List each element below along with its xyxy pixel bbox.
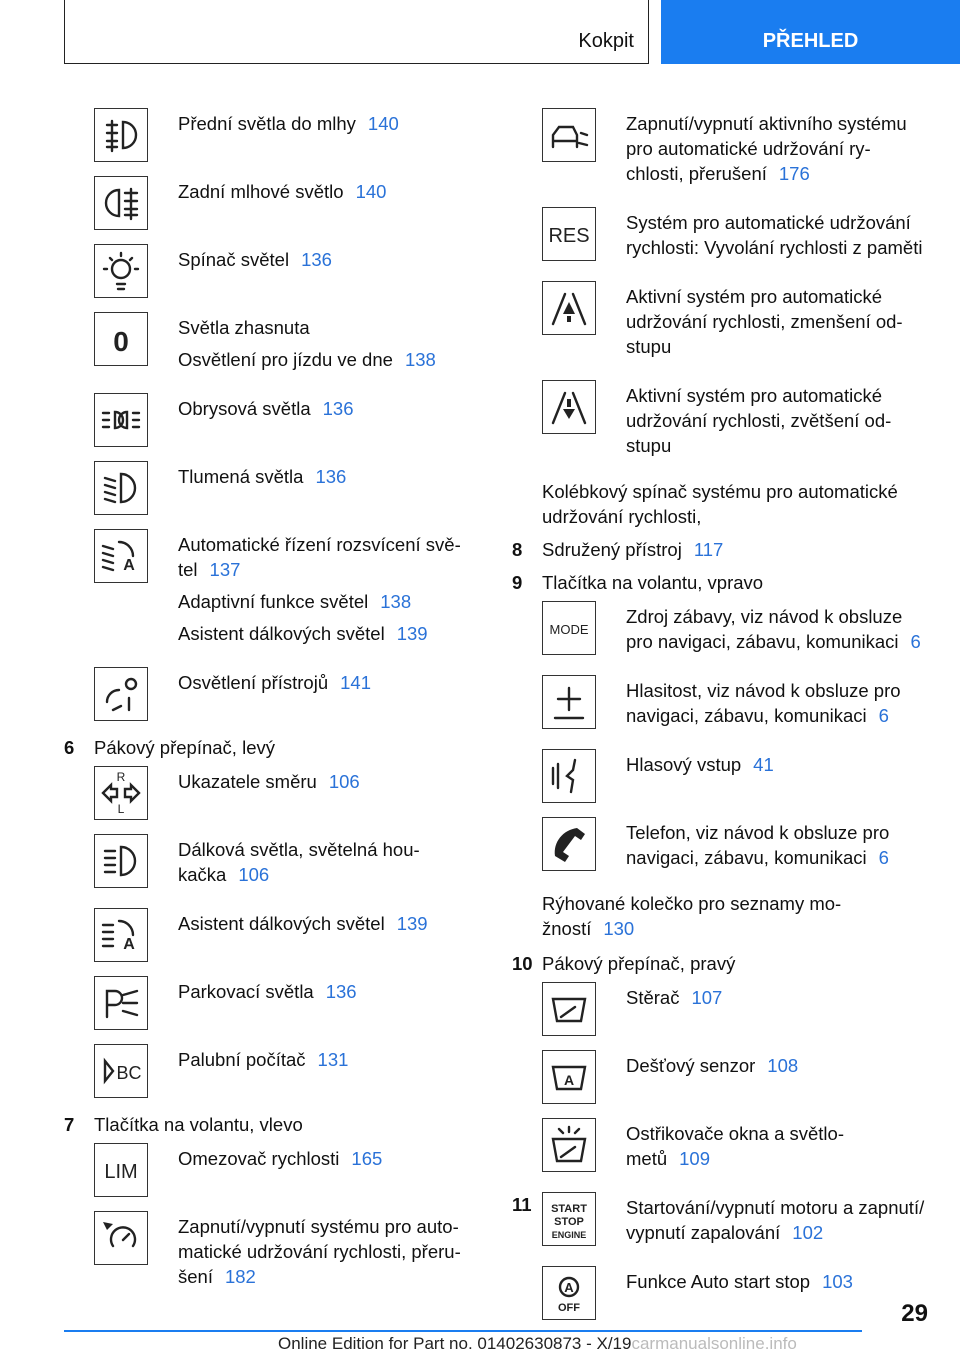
page-ref-link[interactable]: 108	[767, 1055, 799, 1076]
list-item	[542, 207, 942, 267]
svg-text:RES: RES	[548, 225, 590, 247]
item-text	[178, 176, 386, 211]
parking-lights-icon	[94, 393, 148, 447]
item-label: Spínač světel	[178, 249, 290, 270]
page-ref-link[interactable]: 136	[325, 981, 357, 1002]
item-text	[178, 667, 371, 702]
list-item	[94, 244, 464, 298]
item-text	[178, 461, 346, 496]
item-label: Palubní počítač	[178, 1049, 306, 1070]
item-label: Startování/vypnutí motoru a zapnutí/ vypnutí zapalování	[626, 1197, 925, 1243]
item-text	[626, 207, 922, 267]
list-item	[542, 749, 942, 803]
list-item	[542, 1266, 942, 1320]
item-text	[178, 908, 428, 943]
svg-text:A: A	[123, 936, 135, 953]
left-column	[64, 108, 464, 1310]
list-item	[94, 312, 464, 379]
page-ref-link[interactable]: 117	[693, 539, 724, 560]
right-column	[512, 108, 942, 1334]
item-text	[626, 749, 774, 784]
svg-text:A: A	[123, 557, 135, 574]
speed-limiter-icon	[94, 1143, 148, 1197]
header-chapter: PŘEHLED	[762, 30, 859, 52]
section-11-label	[512, 1192, 542, 1217]
list-item	[94, 108, 464, 162]
item-text	[626, 281, 903, 366]
section-number: 10	[512, 953, 533, 974]
item-text	[626, 982, 722, 1017]
item-text	[626, 1192, 924, 1252]
rocker-line: Kolébkový spínač systému pro automatické udržování rychlosti,	[542, 481, 898, 527]
lever-items	[64, 766, 464, 1098]
page-ref-link[interactable]: 109	[679, 1148, 711, 1169]
rain-sensor-icon	[542, 1050, 596, 1104]
high-beam-icon	[94, 834, 148, 888]
wheel-right-items	[512, 601, 942, 877]
turn-signal-icon	[94, 766, 148, 820]
light-switch-icon	[94, 244, 148, 298]
page-ref-link[interactable]: 136	[322, 398, 354, 419]
page-ref-link[interactable]: 139	[396, 913, 428, 934]
item-text	[178, 766, 360, 801]
start-stop-icon	[542, 1192, 596, 1246]
mode-icon	[542, 601, 596, 655]
svg-text:A: A	[563, 1072, 575, 1088]
active-cruise-icon	[542, 108, 596, 162]
page-ref-link[interactable]: 141	[340, 672, 371, 693]
start-items	[512, 1192, 942, 1320]
item-text	[178, 244, 332, 279]
low-beam-icon	[94, 461, 148, 515]
item-label: Ostřikovače okna a světlo- metů	[626, 1123, 844, 1169]
item-label: Adaptivní funkce světel	[178, 591, 369, 612]
section-title: Tlačítka na volantu, vpravo	[542, 572, 764, 593]
item-text	[178, 108, 399, 143]
list-item	[94, 393, 464, 447]
item-label: Stěrač	[626, 987, 680, 1008]
item-text	[178, 1143, 382, 1178]
svg-text:A: A	[564, 1280, 574, 1295]
page-number: 29	[901, 1300, 928, 1327]
svg-text:L: L	[117, 802, 125, 815]
list-item	[542, 601, 942, 661]
item-label: Telefon, viz návod k obsluze pro navigaci, zábavu, komunikaci	[626, 822, 890, 868]
item-label: Obrysová světla	[178, 398, 311, 419]
item-label: Omezovač rychlosti	[178, 1148, 340, 1169]
washer-icon	[542, 1118, 596, 1172]
item-label: Zapnutí/vypnutí systému pro auto- matické udržování rychlosti, přeru- šení	[178, 1216, 461, 1287]
svg-text:MODE: MODE	[549, 622, 589, 637]
section-title: Pákový přepínač, pravý	[542, 953, 736, 974]
front-fog-light-icon	[94, 108, 148, 162]
wheel-left-items	[64, 1143, 464, 1296]
list-item	[542, 982, 942, 1036]
list-item	[542, 1050, 942, 1104]
page-ref-link[interactable]: 6	[910, 631, 921, 652]
cruise-control-icon	[94, 1211, 148, 1265]
page-ref-link[interactable]: 140	[367, 113, 399, 134]
svg-text:0: 0	[113, 326, 129, 357]
list-item	[94, 461, 464, 515]
resume-icon	[542, 207, 596, 261]
thumbwheel-text	[542, 891, 942, 941]
item-label: Zdroj zábavy, viz návod k obsluze pro navigaci, zábavu, komunikaci	[626, 606, 903, 652]
light-items	[64, 108, 464, 721]
item-label: Světla zhasnuta	[178, 317, 310, 338]
page-ref-link[interactable]: 138	[380, 591, 412, 612]
distance-decrease-icon	[542, 281, 596, 335]
svg-text:STOP: STOP	[554, 1216, 584, 1228]
item-label: Zapnutí/vypnutí aktivního systému pro automatické udržování ry- chlosti, přerušení	[626, 113, 907, 184]
item-label: Dálková světla, světelná hou- kačka	[178, 839, 420, 885]
list-item	[542, 1192, 942, 1252]
footer-divider	[64, 1330, 862, 1332]
item-label: Osvětlení přístrojů	[178, 672, 329, 693]
item-text	[626, 817, 889, 877]
item-label: Asistent dálkových světel	[178, 623, 385, 644]
svg-text:START: START	[551, 1203, 587, 1215]
item-label: Systém pro automatické udržování rychlosti: Vyvolání rychlosti z paměti	[626, 212, 923, 258]
item-text	[626, 1050, 798, 1085]
list-item	[94, 908, 464, 962]
item-text	[178, 312, 436, 379]
page-ref-link[interactable]: 6	[878, 705, 889, 726]
list-item	[542, 1118, 942, 1178]
cruise-items	[512, 108, 942, 465]
lights-off-icon	[94, 312, 148, 366]
item-text	[626, 601, 921, 661]
section-title: Pákový přepínač, levý	[94, 737, 275, 758]
page-ref-link[interactable]: 6	[878, 847, 889, 868]
item-text	[178, 1211, 461, 1296]
list-item	[94, 766, 464, 820]
item-label: Osvětlení pro jízdu ve dne	[178, 349, 393, 370]
item-label: Přední světla do mlhy	[178, 113, 356, 134]
list-item	[542, 675, 942, 735]
svg-text:R: R	[116, 771, 126, 784]
item-text	[178, 976, 357, 1011]
header-chapter-tab[interactable]	[661, 0, 960, 64]
section-number: 6	[64, 737, 75, 758]
page-ref-link[interactable]: 41	[753, 754, 774, 775]
page-ref-link[interactable]: 106	[238, 864, 270, 885]
item-text	[626, 108, 907, 193]
rocker-switch-text	[542, 479, 942, 529]
item-label: Hlasitost, viz návod k obsluze pro navigaci, zábavu, komunikaci	[626, 680, 901, 726]
list-item	[94, 667, 464, 721]
footer-edition: Online Edition for Part no. 01402630873 - X/19	[278, 1334, 632, 1353]
list-item	[94, 834, 464, 894]
page-ref-link[interactable]: 103	[822, 1271, 853, 1292]
page-ref-link[interactable]: 139	[396, 623, 428, 644]
item-text	[178, 1044, 348, 1079]
section-number: 8	[512, 539, 523, 560]
page-ref-link[interactable]: 130	[603, 918, 635, 939]
section-number: 7	[64, 1114, 75, 1135]
page-ref-link[interactable]: 138	[404, 349, 436, 370]
section-10	[512, 951, 942, 976]
list-item	[94, 1143, 464, 1197]
header-section: Kokpit	[578, 30, 634, 52]
item-text	[626, 675, 901, 735]
item-label: Hlasový vstup	[626, 754, 742, 775]
item-label: Aktivní systém pro automatické udržování rychlosti, zvětšení od- stupu	[626, 385, 892, 456]
item-label: Funkce Auto start stop	[626, 1271, 811, 1292]
thumbwheel-line: Rýhované kolečko pro seznamy mo- žností	[542, 893, 842, 939]
item-label: Aktivní systém pro automatické udržování rychlosti, zmenšení od- stupu	[626, 286, 903, 357]
item-label: Asistent dálkových světel	[178, 913, 385, 934]
section-6	[64, 735, 464, 760]
item-text	[178, 393, 354, 428]
section-11	[512, 1192, 942, 1320]
footer	[278, 1334, 797, 1354]
item-label: Automatické řízení rozsvícení svě- tel	[178, 534, 461, 580]
wiper-items	[512, 982, 942, 1178]
auto-headlight-icon	[94, 529, 148, 583]
wiper-icon	[542, 982, 596, 1036]
page-ref-link[interactable]: 106	[328, 771, 360, 792]
item-text	[626, 1266, 853, 1301]
footer-watermark: carmanualsonline.info	[631, 1334, 797, 1353]
svg-text:LIM: LIM	[104, 1161, 138, 1183]
page-ref-link[interactable]: 137	[209, 559, 241, 580]
list-item	[94, 529, 464, 653]
section-number: 9	[512, 572, 523, 593]
volume-icon	[542, 675, 596, 729]
item-label: Dešťový senzor	[626, 1055, 756, 1076]
auto-start-stop-icon	[542, 1266, 596, 1320]
item-label: Zadní mlhové světlo	[178, 181, 344, 202]
item-label: Tlumená světla	[178, 466, 304, 487]
svg-text:OFF: OFF	[558, 1302, 580, 1314]
phone-icon	[542, 817, 596, 871]
page-ref-link[interactable]: 131	[317, 1049, 349, 1070]
page-ref-link[interactable]: 102	[792, 1222, 824, 1243]
item-text	[626, 380, 891, 465]
page-ref-link[interactable]: 165	[351, 1148, 383, 1169]
list-item	[94, 976, 464, 1030]
onboard-computer-icon	[94, 1044, 148, 1098]
item-text	[626, 1118, 844, 1178]
section-title: Sdružený přístroj	[542, 539, 682, 560]
parking-light-icon	[94, 976, 148, 1030]
item-text	[178, 529, 461, 653]
svg-text:ENGINE: ENGINE	[551, 1230, 587, 1240]
page-ref-link[interactable]: 136	[315, 466, 347, 487]
page-ref-link[interactable]: 107	[691, 987, 723, 1008]
page-ref-link[interactable]: 176	[778, 163, 810, 184]
list-item	[542, 281, 942, 366]
list-item	[94, 1044, 464, 1098]
svg-text:BC: BC	[116, 1063, 142, 1083]
page-ref-link[interactable]: 140	[355, 181, 387, 202]
instrument-lighting-icon	[94, 667, 148, 721]
item-text	[178, 834, 420, 894]
list-item	[542, 380, 942, 465]
item-label: Parkovací světla	[178, 981, 314, 1002]
rear-fog-light-icon	[94, 176, 148, 230]
list-item	[94, 1211, 464, 1296]
list-item	[542, 108, 942, 193]
section-9	[512, 570, 942, 595]
distance-increase-icon	[542, 380, 596, 434]
list-item	[542, 817, 942, 877]
voice-input-icon	[542, 749, 596, 803]
section-number: 11	[512, 1194, 532, 1215]
high-beam-assist-icon	[94, 908, 148, 962]
item-label: Ukazatele směru	[178, 771, 317, 792]
page-ref-link[interactable]: 182	[224, 1266, 256, 1287]
list-item	[94, 176, 464, 230]
section-7	[64, 1112, 464, 1137]
section-8	[512, 537, 942, 562]
header-section-box	[64, 0, 649, 64]
section-title: Tlačítka na volantu, vlevo	[94, 1114, 303, 1135]
page-ref-link[interactable]: 136	[301, 249, 332, 270]
